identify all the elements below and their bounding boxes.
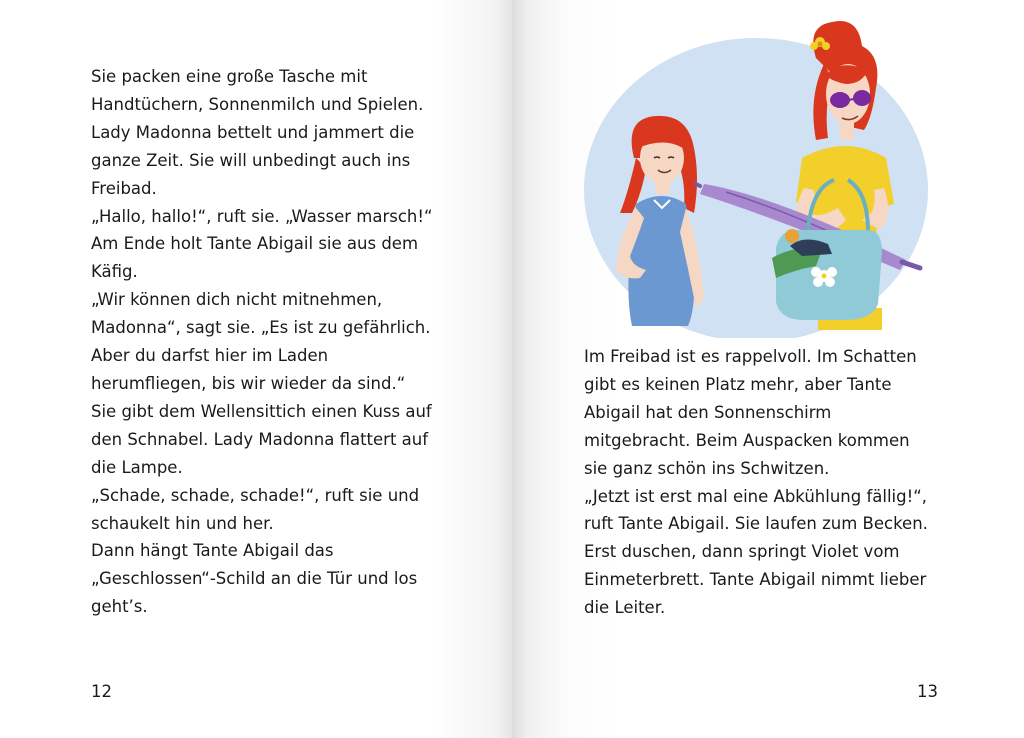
text-line: Am Ende holt Tante Abigail sie aus dem — [91, 234, 419, 254]
text-line: Erst duschen, dann springt Violet vom — [584, 542, 900, 562]
text-line: „Jetzt ist erst mal eine Abkühlung fällig!“, — [584, 486, 928, 506]
right-page — [512, 0, 1024, 738]
text-line: Sie gibt dem Wellensittich einen Kuss auf — [91, 401, 432, 421]
sunglasses-right — [853, 90, 871, 106]
text-line: ruft Tante Abigail. Sie laufen zum Becken. — [584, 514, 928, 534]
page-number-left: 12 — [91, 682, 112, 701]
text-line: Sie packen eine große Tasche mit — [91, 67, 368, 86]
left-page-text — [91, 63, 433, 621]
text-line: Einmeterbrett. Tante Abigail nimmt lieber — [584, 570, 927, 590]
text-line: „Hallo, hallo!“, ruft sie. „Wasser marsch!“ — [91, 206, 433, 226]
text-line: schaukelt hin und her. — [91, 513, 274, 533]
text-line: „Wir können dich nicht mitnehmen, — [91, 290, 383, 310]
text-line: sie ganz schön ins Schwitzen. — [584, 458, 830, 478]
text-line: gibt es keinen Platz mehr, aber Tante — [584, 374, 892, 394]
text-line: Käfig. — [91, 262, 138, 282]
text-line: „Geschlossen“-Schild an die Tür und los — [91, 569, 418, 589]
text-line: die Leiter. — [584, 598, 666, 618]
text-line: herumfliegen, bis wir wieder da sind.“ — [91, 373, 406, 393]
text-line: Im Freibad ist es rappelvoll. Im Schatten — [584, 347, 917, 366]
text-line: „Schade, schade, schade!“, ruft sie und — [91, 485, 420, 505]
text-line: ganze Zeit. Sie will unbedingt auch ins — [91, 150, 411, 170]
page-number-right: 13 — [917, 682, 938, 701]
illustration — [576, 8, 936, 338]
text-line: Handtüchern, Sonnenmilch und Spielen. — [91, 94, 424, 114]
right-page-text — [584, 343, 928, 622]
text-line: Aber du darfst hier im Laden — [91, 346, 329, 366]
text-line: Lady Madonna bettelt und jammert die — [91, 122, 415, 142]
text-line: den Schnabel. Lady Madonna flattert auf — [91, 429, 429, 449]
text-line: Madonna“, sagt sie. „Es ist zu gefährlich. — [91, 318, 431, 338]
text-line: Abigail hat den Sonnenschirm — [584, 402, 832, 422]
text-line: Freibad. — [91, 178, 157, 198]
text-line: mitgebracht. Beim Auspacken kommen — [584, 430, 910, 450]
sunglasses-left — [830, 92, 850, 108]
text-line: geht’s. — [91, 597, 148, 617]
text-line: die Lampe. — [91, 457, 183, 477]
text-line: Dann hängt Tante Abigail das — [91, 541, 334, 561]
